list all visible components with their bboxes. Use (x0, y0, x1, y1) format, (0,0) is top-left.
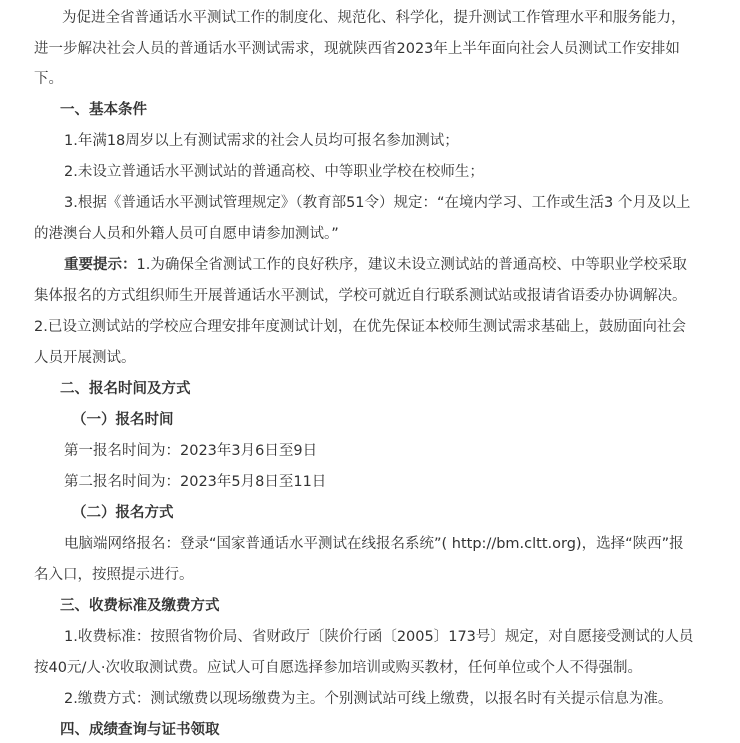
subsection-registration-time: （一）报名时间 (72, 412, 174, 428)
intro-line-1: 为促进全省普通话水平测试工作的制度化、规范化、科学化，提升测试工作管理水平和服务能力， (62, 10, 686, 26)
condition-item-1: 1.年满18周岁以上有测试需求的社会人员均可报名参加测试； (64, 133, 459, 149)
section-3-heading: 三、收费标准及缴费方式 (60, 598, 220, 614)
payment-method: 2.缴费方式：测试缴费以现场缴费为主。个别测试站可线上缴费，以报名时有关提示信息为准。 (64, 691, 673, 707)
fee-standard-line-2: 按40元/人·次收取测试费。应试人可自愿选择参加培训或购买教材，任何单位或个人不得强制。 (34, 660, 642, 676)
section-2-heading: 二、报名时间及方式 (60, 381, 191, 397)
registration-time-1: 第一报名时间为：2023年3月6日至9日 (64, 443, 318, 459)
registration-time-2: 第二报名时间为：2023年5月8日至11日 (64, 474, 327, 490)
condition-item-2: 2.未设立普通话水平测试站的普通高校、中等职业学校在校师生； (64, 164, 484, 180)
condition-item-3-line-1: 3.根据《普通话水平测试管理规定》（教育部51令）规定：“在境内学习、工作或生活3 个月及以上 (64, 195, 691, 211)
registration-method-line-1: 电脑端网络报名：登录“国家普通话水平测试在线报名系统”( http://bm.cltt.org)，选择“陕西”报 (64, 536, 684, 552)
important-notice-line-2: 集体报名的方式组织师生开展普通话水平测试，学校可就近自行联系测试站或报请省语委办协调解决。 (34, 288, 687, 304)
notice-2-line-1: 2.已设立测试站的学校应合理安排年度测试计划，在优先保证本校师生测试需求基础上，鼓励面向社会 (34, 319, 686, 335)
intro-line-2: 进一步解决社会人员的普通话水平测试需求，现就陕西省2023年上半年面向社会人员测试工作安排如 (34, 41, 680, 57)
important-notice-text: 1.为确保全省测试工作的良好秩序，建议未设立测试站的普通高校、中等职业学校采取 (136, 257, 687, 273)
section-1-heading: 一、基本条件 (60, 102, 147, 118)
important-notice-line-1 (0, 255, 740, 275)
intro-line-3: 下。 (34, 71, 63, 87)
registration-method-line-2: 名入口，按照提示进行。 (34, 567, 194, 583)
subsection-registration-method: （二）报名方式 (72, 505, 174, 521)
fee-standard-line-1: 1.收费标准：按照省物价局、省财政厅〔陕价行函〔2005〕173号〕规定，对自愿接受测试的人员 (64, 629, 694, 645)
notice-2-line-2: 人员开展测试。 (34, 350, 136, 366)
condition-item-3-line-2: 的港澳台人员和外籍人员可自愿申请参加测试。” (34, 226, 339, 242)
important-notice-label: 重要提示： (64, 257, 137, 273)
section-4-heading: 四、成绩查询与证书领取 (60, 722, 220, 738)
